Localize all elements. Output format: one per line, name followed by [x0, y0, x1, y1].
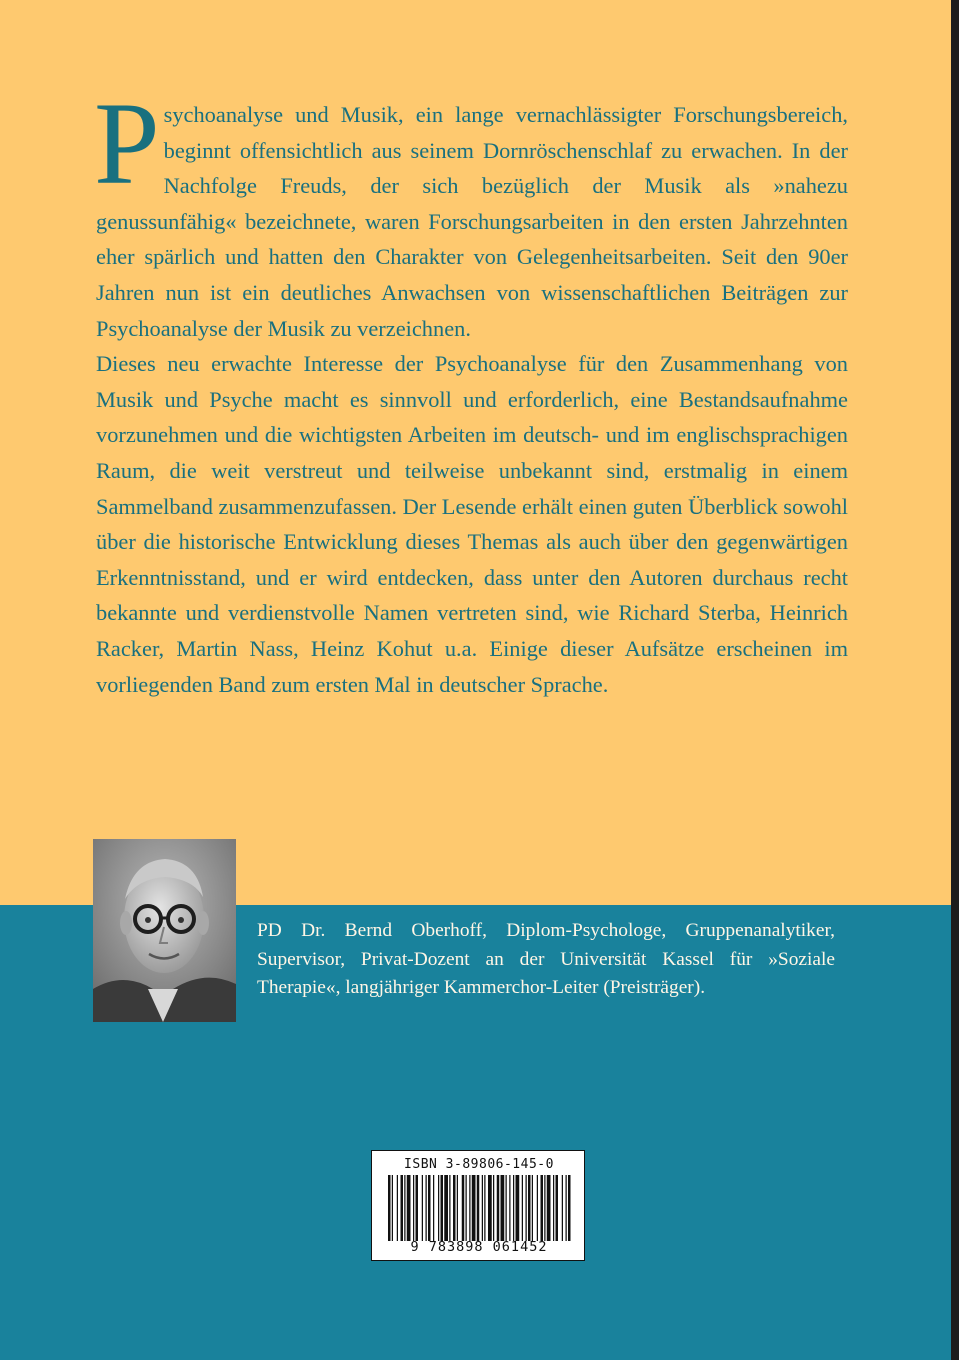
- barcode-bar: [407, 1175, 411, 1241]
- blurb-paragraph-1-text: sychoanalyse und Musik, ein lange vernachlässigter Forschungsbereich, beginnt offensichtlich aus seinem Dornröschenschlaf zu erwachen. In der Nachfolge Freuds, der sich bezüglich der Musik als »nahezu genussunfähig« bezeichnete, waren Forschungsarbeiten in den ersten Jahrzehnten eher spärlich und hatten den Charakter von Gelegenheitsarbeiten. Seit den 90er Jahren nun ist ein deutliches Anwachsen von wissenschaftlichen Beiträgen zur Psychoanalyse der Musik zu verzeichnen.: [96, 102, 848, 341]
- blurb-paragraph-1: [94, 78, 848, 346]
- barcode-bar: [388, 1175, 391, 1241]
- ean-digits: 9 783898 061452: [410, 1239, 548, 1255]
- barcode-bar: [547, 1175, 551, 1241]
- barcode-bar: [472, 1175, 476, 1241]
- barcode-bars: [388, 1175, 572, 1241]
- barcode-bar: [532, 1175, 533, 1241]
- barcode-bar: [528, 1175, 531, 1241]
- isbn-barcode: [371, 1150, 585, 1261]
- author-bio: PD Dr. Bernd Oberhoff, Diplom-Psychologe, Gruppenanalytiker, Supervisor, Privat-Dozent an der Universität Kassel für »Soziale Therapie«, langjähriger Kammerchor-Leiter (Preisträger).: [257, 920, 835, 999]
- blurb-paragraph-2: Dieses neu erwachte Interesse der Psychoanalyse für den Zusammenhang von Musik und Psyche macht es sinnvoll und erforderlich, eine Bestandsaufnahme vorzunehmen und die wichtigsten Arbeiten im deutsch- und im englischsprachigen Raum, die weit verstreut und teilweise unbekannt sind, erstmalig in einem Sammelband zusammenzufassen. Der Lesende erhält einen guten Überblick sowohl über die historische Entwicklung dieses Themas als auch über den gegenwärtigen Erkenntnisstand, und er wird entdecken, dass unter den Autoren durchaus recht bekannte und verdienstvolle Namen vertreten sind, wie Richard Sterba, Heinrich Racker, Martin Nass, Heinz Kohut u.a. Einige dieser Aufsätze erscheinen im vorliegenden Band zum ersten Mal in deutscher Sprache.: [96, 351, 848, 697]
- barcode-bar: [482, 1175, 483, 1241]
- barcode-bar: [462, 1175, 465, 1241]
- barcode-bar: [537, 1175, 538, 1241]
- barcode-bar: [493, 1175, 494, 1241]
- drop-cap: P: [94, 78, 160, 209]
- barcode-bar: [513, 1175, 514, 1241]
- cover-edge: [951, 0, 959, 1360]
- barcode-bar: [562, 1175, 563, 1241]
- barcode-bar: [426, 1175, 427, 1241]
- isbn-label: ISBN 3-89806-145-0: [404, 1157, 554, 1172]
- barcode-bar: [522, 1175, 523, 1241]
- barcode-bar: [401, 1175, 404, 1241]
- barcode-bar: [422, 1175, 423, 1241]
- barcode-bar: [453, 1175, 456, 1241]
- barcode-bar: [428, 1175, 431, 1241]
- author-portrait-image: [93, 839, 236, 1022]
- barcode-bar: [449, 1175, 450, 1241]
- barcode-bar: [566, 1175, 567, 1241]
- barcode-bar: [444, 1175, 448, 1241]
- barcode-bar: [392, 1175, 393, 1241]
- barcode-bar: [568, 1175, 571, 1241]
- barcode-bar: [506, 1175, 507, 1241]
- barcode-bar: [469, 1175, 470, 1241]
- barcode-bar: [457, 1175, 458, 1241]
- barcode-bar: [544, 1175, 545, 1241]
- barcode-bar: [501, 1175, 505, 1241]
- barcode-bar: [488, 1175, 492, 1241]
- barcode-bar: [516, 1175, 520, 1241]
- barcode-bar: [497, 1175, 500, 1241]
- author-portrait: [93, 839, 236, 1022]
- book-blurb: [94, 78, 848, 702]
- barcode-bar: [438, 1175, 439, 1241]
- barcode-bar: [556, 1175, 559, 1241]
- barcode-bar: [526, 1175, 527, 1241]
- barcode-bar: [484, 1175, 485, 1241]
- barcode-bar: [413, 1175, 414, 1241]
- barcode-bar: [477, 1175, 480, 1241]
- barcode-bar: [541, 1175, 544, 1241]
- barcode-bar: [466, 1175, 467, 1241]
- barcode-bar: [404, 1175, 405, 1241]
- barcode-bar: [509, 1175, 510, 1241]
- barcode-bar: [397, 1175, 398, 1241]
- barcode-bar: [441, 1175, 444, 1241]
- barcode-bar: [433, 1175, 434, 1241]
- barcode-bar: [553, 1175, 554, 1241]
- barcode-bar: [416, 1175, 419, 1241]
